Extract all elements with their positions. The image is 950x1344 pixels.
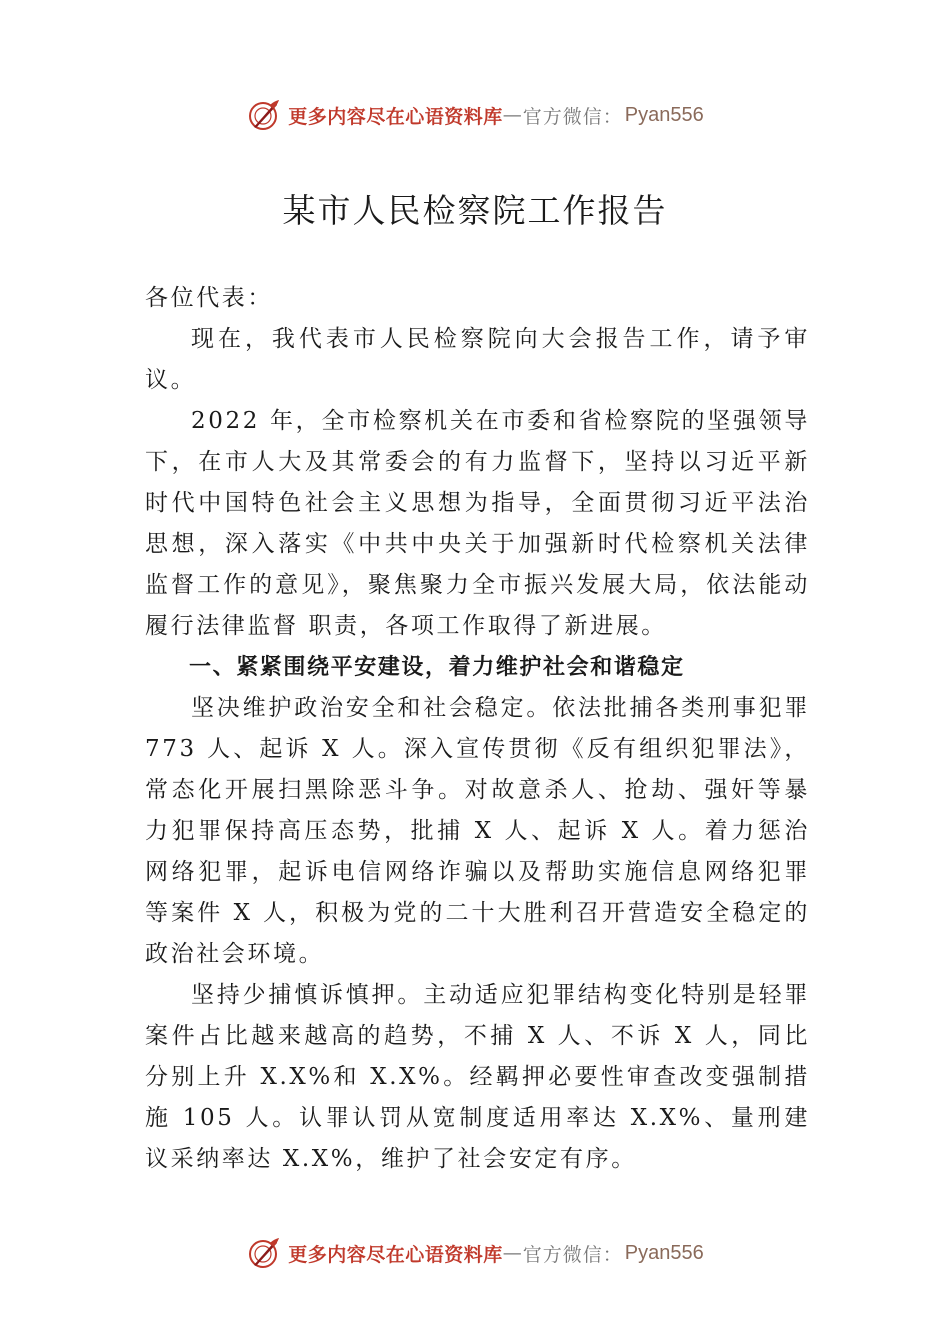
watermark-dash: — — [502, 1242, 523, 1264]
intro-paragraph: 现在，我代表市人民检察院向大会报告工作，请予审议。 — [145, 326, 810, 393]
salutation: 各位代表： — [145, 285, 273, 311]
document-title: 某市人民检察院工作报告 — [282, 191, 668, 230]
watermark-dash: — — [502, 104, 523, 126]
watermark-library-text: 更多内容尽在心语资料库 — [288, 105, 503, 128]
document-body — [145, 278, 810, 1180]
watermark-library-text: 更多内容尽在心语资料库 — [288, 1243, 503, 1266]
section-paragraph: 坚决维护政治安全和社会稳定。依法批捕各类刑事犯罪 773 人、起诉 X 人。深入宣传贯彻《反有组织犯罪法》，常态化开展扫黑除恶斗争。对故意杀人、抢劫、强奸等暴力犯罪保持高压态势，批捕 X 人、起诉 X 人。着力惩治网络犯罪，起诉电信网络诈骗以及帮助实施信息网络犯罪等案件 X 人，积极为党的二十大胜利召开营造安全稳定的政治社会环境。 — [145, 695, 810, 967]
quill-pen-seal-icon — [246, 1235, 282, 1271]
watermark-wechat-label: 官方微信： — [522, 1243, 623, 1266]
watermark-wechat-id: Pyan556 — [624, 1241, 704, 1264]
section-paragraph: 坚持少捕慎诉慎押。主动适应犯罪结构变化特别是轻罪案件占比越来越高的趋势，不捕 X 人、不诉 X 人，同比分别上升 X.X%和 X.X%。经羁押必要性审查改变强制措施 105 人。认罪认罚从宽制度适用率达 X.X%、量刑建议采纳率达 X.X%，维护了社会安定有序。 — [145, 982, 810, 1172]
header-watermark — [0, 95, 950, 135]
overview-paragraph: 2022 年，全市检察机关在市委和省检察院的坚强领导下，在市人大及其常委会的有力监督下，坚持以习近平新时代中国特色社会主义思想为指导，全面贯彻习近平法治思想，深入落实《中共中央关于加强新时代检察机关法律监督工作的意见》，聚焦聚力全市振兴发展大局，依法能动履行法律监督 职责，各项工作取得了新进展。 — [145, 408, 810, 639]
watermark-wechat-label: 官方微信： — [522, 105, 623, 128]
quill-pen-seal-icon — [246, 97, 282, 133]
footer-watermark — [0, 1233, 950, 1273]
section-heading: 一、紧紧围绕平安建设，着力维护社会和谐稳定 — [189, 655, 685, 680]
watermark-wechat-id: Pyan556 — [624, 103, 704, 126]
